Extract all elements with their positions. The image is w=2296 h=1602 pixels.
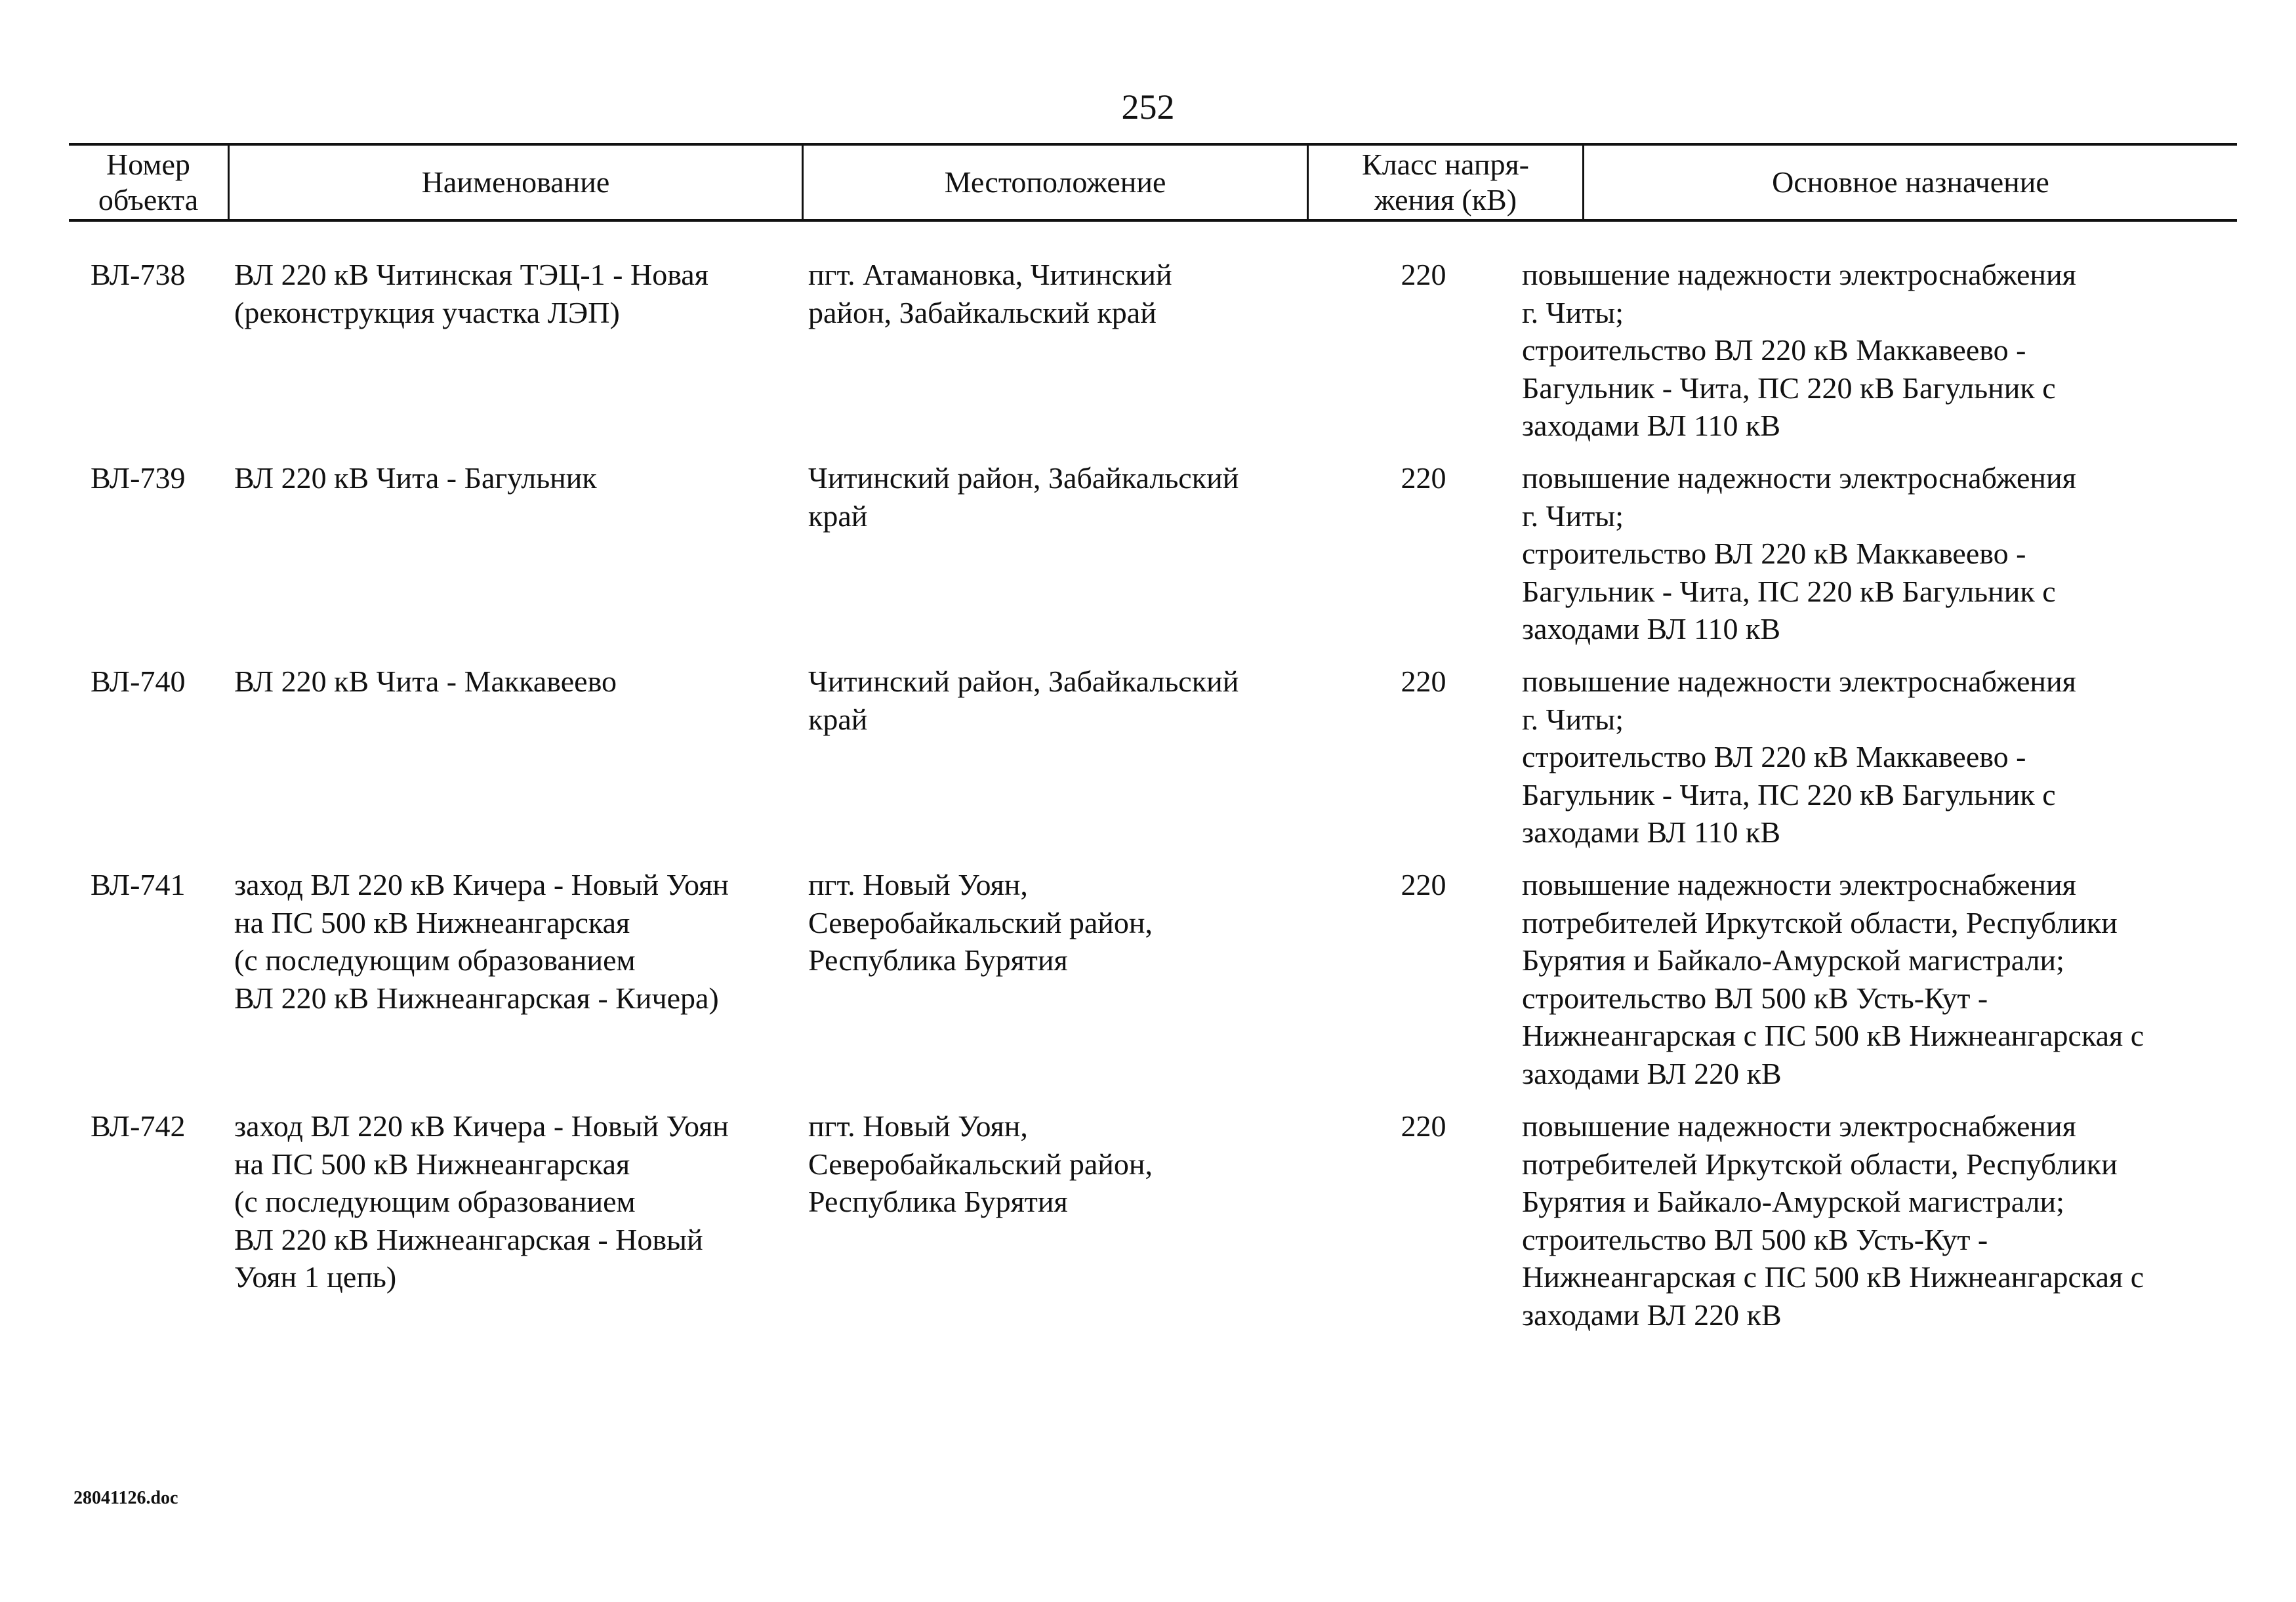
header-voltage-class: Класс напря- жения (кВ) bbox=[1309, 146, 1584, 219]
object-number: ВЛ-741 bbox=[91, 868, 186, 901]
object-location: Читинский район, Забайкальский край bbox=[808, 461, 1239, 533]
object-purpose: повышение надежности электроснабжения г. Читы; строительство ВЛ 220 кВ Маккавеево - Багульник - Чита, ПС 220 кВ Багульник с заходами ВЛ 110 кВ bbox=[1522, 665, 2076, 849]
object-purpose: повышение надежности электроснабжения потребителей Иркутской области, Республики Бурятия и Байкало-Амурской магистрали; строительство ВЛ 500 кВ Усть-Кут - Нижнеангарская с ПС 500 кВ Нижнеангарская с заходами ВЛ 220 кВ bbox=[1522, 868, 2144, 1090]
object-number: ВЛ-740 bbox=[91, 665, 186, 698]
object-purpose: повышение надежности электроснабжения потребителей Иркутской области, Республики Бурятия и Байкало-Амурской магистрали; строительство ВЛ 500 кВ Усть-Кут - Нижнеангарская с ПС 500 кВ Нижнеангарская с заходами ВЛ 220 кВ bbox=[1522, 1109, 2144, 1332]
object-number: ВЛ-738 bbox=[91, 258, 186, 291]
header-purpose: Основное назначение bbox=[1772, 165, 2049, 199]
object-name: ВЛ 220 кВ Чита - Маккавеево bbox=[234, 665, 617, 698]
object-location: Читинский район, Забайкальский край bbox=[808, 665, 1239, 736]
header-location: Местоположение bbox=[804, 146, 1309, 219]
header-object-number: Номер объекта bbox=[69, 146, 230, 219]
table-header bbox=[69, 143, 2237, 222]
object-location: пгт. Атамановка, Читинский район, Забайкальский край bbox=[808, 258, 1172, 329]
page-number: 252 bbox=[1121, 87, 1175, 127]
object-location: пгт. Новый Уоян, Северобайкальский район, Республика Бурятия bbox=[808, 1109, 1153, 1218]
object-voltage: 220 bbox=[1401, 258, 1446, 291]
object-voltage: 220 bbox=[1401, 1109, 1446, 1143]
object-number: ВЛ-742 bbox=[91, 1109, 186, 1143]
object-name: ВЛ 220 кВ Чита - Багульник bbox=[234, 461, 597, 495]
object-number: ВЛ-739 bbox=[91, 461, 186, 495]
object-purpose: повышение надежности электроснабжения г. Читы; строительство ВЛ 220 кВ Маккавеево - Багульник - Чита, ПС 220 кВ Багульник с заходами ВЛ 110 кВ bbox=[1522, 461, 2076, 646]
header-name: Наименование bbox=[230, 146, 804, 219]
object-name: заход ВЛ 220 кВ Кичера - Новый Уоян на ПС 500 кВ Нижнеангарская (с последующим образованием ВЛ 220 кВ Нижнеангарская - Кичера) bbox=[234, 868, 729, 1015]
object-voltage: 220 bbox=[1401, 868, 1446, 901]
object-purpose: повышение надежности электроснабжения г. Читы; строительство ВЛ 220 кВ Маккавеево - Багульник - Чита, ПС 220 кВ Багульник с заходами ВЛ 110 кВ bbox=[1522, 258, 2076, 442]
object-name: ВЛ 220 кВ Читинская ТЭЦ-1 - Новая (реконструкция участка ЛЭП) bbox=[234, 258, 708, 329]
object-name: заход ВЛ 220 кВ Кичера - Новый Уоян на ПС 500 кВ Нижнеангарская (с последующим образованием ВЛ 220 кВ Нижнеангарская - Новый Уоян 1 цепь) bbox=[234, 1109, 729, 1294]
object-voltage: 220 bbox=[1401, 461, 1446, 495]
object-voltage: 220 bbox=[1401, 665, 1446, 698]
document-filename: 28041126.doc bbox=[73, 1488, 178, 1508]
object-location: пгт. Новый Уоян, Северобайкальский район, Республика Бурятия bbox=[808, 868, 1153, 977]
